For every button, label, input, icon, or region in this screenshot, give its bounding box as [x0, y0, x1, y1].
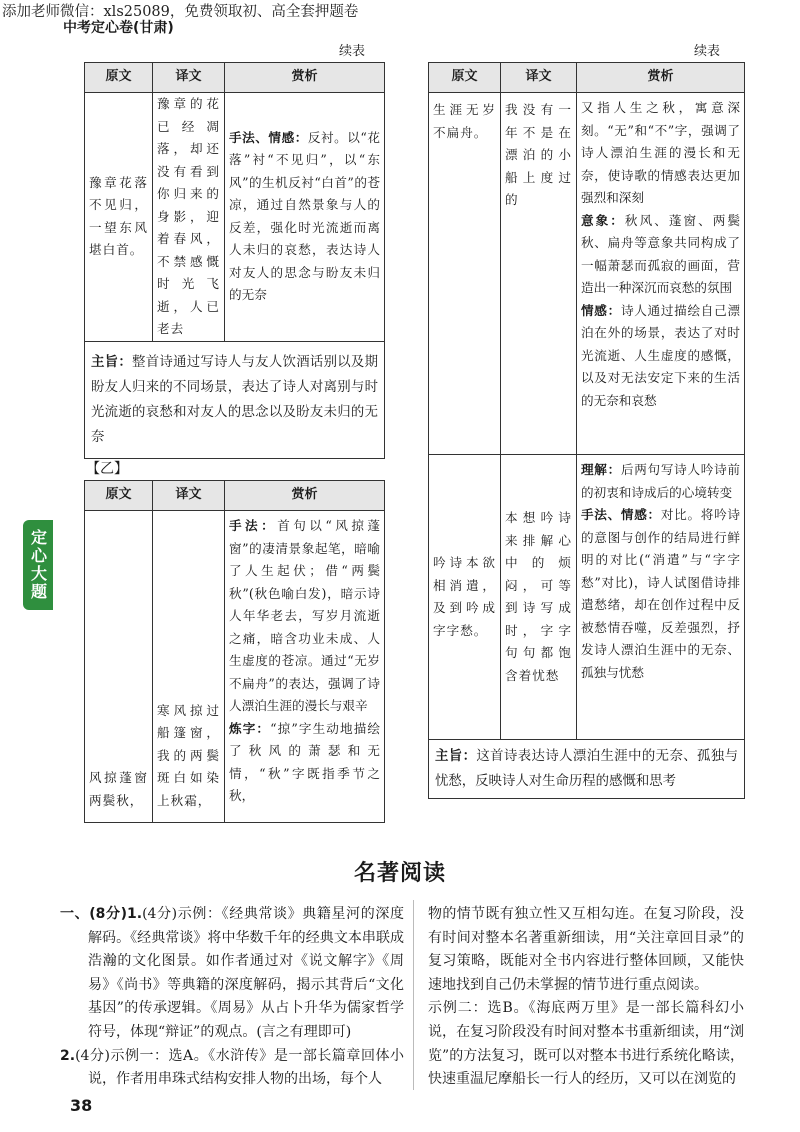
original-cell: 生涯无岁不扁舟。 [429, 93, 501, 455]
continued-label-left: 续表 [339, 44, 366, 59]
reading-right-column [428, 903, 744, 1092]
left-analysis-table [84, 62, 385, 459]
translation-cell: 本想吟诗来排解心中的烦闷，可等到诗写成时，字字句句都饱含着忧愁 [501, 455, 577, 740]
summary-cell: 主旨：整首诗通过写诗人与友人饮酒话别以及期盼友人归来的不同场景，表达了诗人对离别与时光流逝的哀愁和对友人的思念以及盼友未归的无奈 [85, 341, 385, 458]
header-translation: 译文 [153, 63, 225, 93]
summary-cell: 主旨：这首诗表达诗人漂泊生涯中的无奈、孤独与忧愁，反映诗人对生命历程的感慨和思考 [429, 740, 745, 799]
column-divider [413, 900, 414, 1090]
header-original: 原文 [429, 63, 501, 93]
page-number: 38 [70, 1096, 93, 1115]
right-analysis-table [428, 62, 745, 799]
reading-left-column [60, 903, 404, 1092]
running-head: 中考定心卷(甘肃) [63, 20, 174, 36]
analysis-cell: 理解：后两句写诗人吟诗前的初衷和诗成后的心境转变 手法、情感：对比。将吟诗的意图与创作的结局进行鲜明的对比(“消遣”与“字字愁”对比)，诗人试图借诗排遣愁绪，却在创作过程中反被愁情吞噬，反差强烈，抒发诗人漂泊生涯中的无奈、孤独与忧愁 [577, 455, 745, 740]
header-translation: 译文 [153, 481, 225, 511]
watermark: 添加老师微信：xls25089，免费领取初、高全套押题卷 [2, 4, 359, 20]
answer-paragraph: 示例二：选B。《海底两万里》是一部长篇科幻小说，在复习阶段没有时间对整本书重新细读，用“浏览”的方法复习，既可以对整本书进行系统化略读，快速重温尼摩船长一行人的经历，又可以在浏览的 [428, 1000, 744, 1088]
yi-analysis-table [84, 480, 385, 823]
original-cell: 豫章花落不见归，一望东风堪白首。 [85, 93, 153, 342]
analysis-cell: 又指人生之秋，寓意深刻。“无”和“不”字，强调了诗人漂泊生涯的漫长和无奈，使诗歌的情感表达更加强烈和深刻 意象：秋风、蓬窗、两鬓秋、扁舟等意象共同构成了一幅萧瑟而孤寂的画面，营造出一种深沉而哀愁的氛围 情感：诗人通过描绘自己漂泊在外的场景，表达了对时光流逝、人生虚度的感慨，以及对无法安定下来的生活的无奈和哀愁 [577, 93, 745, 455]
header-analysis: 赏析 [225, 63, 385, 93]
header-original: 原文 [85, 63, 153, 93]
analysis-cell: 手法、情感：反衬。以“花落”衬“不见归”，以“东风”的生机反衬“白首”的苍凉，通过自然景象与人的反差，强化时光流逝而离人未归的哀愁，表达诗人对友人的思念与盼友未归的无奈 [225, 93, 385, 342]
original-cell: 吟诗本欲相消遣，及到吟成字字愁。 [429, 455, 501, 740]
section-tab-label: 定心大题 [28, 529, 48, 601]
translation-cell: 寒风掠过船篷窗，我的两鬓斑白如染上秋霜， [153, 511, 225, 823]
translation-cell: 豫章的花已经凋落，却还没有看到你归来的身影，迎着春风，不禁感慨时光飞逝，人已老去 [153, 93, 225, 342]
original-cell: 风掠蓬窗两鬓秋， [85, 511, 153, 823]
header-analysis: 赏析 [225, 481, 385, 511]
header-translation: 译文 [501, 63, 577, 93]
continued-label-right: 续表 [694, 44, 721, 59]
header-original: 原文 [85, 481, 153, 511]
answer-paragraph: 2.(4分)示例一：选A。《水浒传》是一部长篇章回体小说，作者用串珠式结构安排人物的出场，每个人 [60, 1047, 404, 1088]
answer-paragraph: 物的情节既有独立性又互相勾连。在复习阶段，没有时间对整本名著重新细读，用“关注章回目录”的复习策略，既能对全书内容进行整体回顾，又能快速地找到自己仍未掌握的情节进行重点阅读。 [428, 906, 744, 993]
section-title: 名著阅读 [353, 861, 446, 886]
answer-paragraph: 一、(8分)1.(4分)示例：《经典常谈》典籍星河的深度解码。《经典常谈》将中华数千年的经典文本串联成浩瀚的文化图景。如作者通过对《说文解字》《周易》《尚书》等典籍的深度解码，揭示其背后“文化基因”的传承逻辑。《周易》从占卜升华为儒家哲学符号，体现“辩证”的观点。(言之有理即可) [60, 906, 404, 1040]
header-analysis: 赏析 [577, 63, 745, 93]
section-tab [23, 520, 53, 610]
section-yi-label: 【乙】 [86, 461, 128, 477]
translation-cell: 我没有一年不是在漂泊的小船上度过的 [501, 93, 577, 455]
analysis-cell: 手法：首句以“风掠蓬窗”的凄清景象起笔，暗喻了人生起伏；借“两鬓秋”(秋色喻白发)，暗示诗人年华老去，写岁月流逝之痛，暗含功业未成、人生虚度的苍凉。通过“无岁不扁舟”的表达，强调了诗人漂泊生涯的漫长与艰辛 炼字：“掠”字生动地描绘了秋风的萧瑟和无情，“秋”字既指季节之秋， [225, 511, 385, 823]
